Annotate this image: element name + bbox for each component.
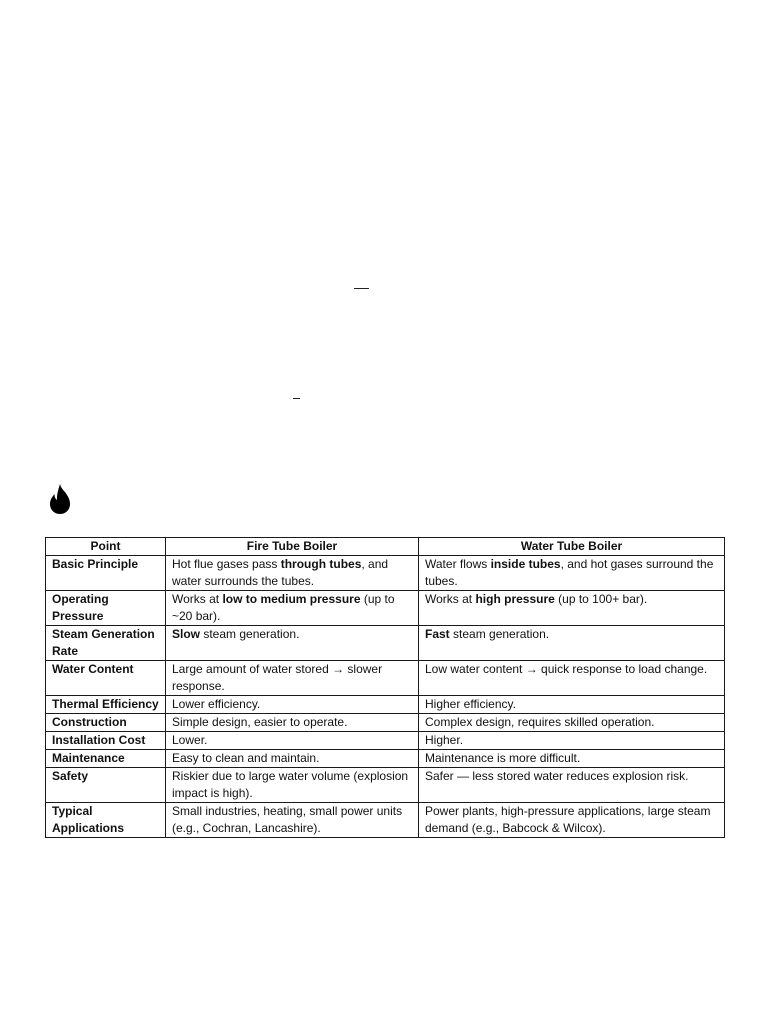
header-water-tube-boiler: Water Tube Boiler [419,538,725,556]
cell-text: Works at [172,592,223,606]
table-row [46,768,725,803]
water-tube-cell [419,750,725,768]
fire-tube-cell [166,696,419,714]
table-row [46,591,725,626]
emphasis-text: high pressure [475,592,555,606]
water-tube-cell [419,556,725,591]
table-header-row [46,538,725,556]
row-point-label: Thermal Efficiency [46,696,166,714]
emphasis-text: through tubes [280,557,362,571]
water-tube-cell [419,626,725,661]
cell-text: , and water surrounds the tubes. [172,557,389,588]
emphasis-text: Slow [172,627,201,641]
cell-text: Higher. [425,733,464,747]
row-point-label: Water Content [46,661,166,696]
cell-text: Power plants, high-pressure applications, large steam demand (e.g., Babcock & Wilcox). [425,804,711,835]
em-dash-mark [354,288,369,289]
water-tube-cell [419,661,725,696]
row-point-label: Installation Cost [46,732,166,750]
row-point-label: Safety [46,768,166,803]
table-row [46,803,725,838]
fire-tube-cell [166,626,419,661]
cell-text: Riskier due to large water volume (explosion impact is high). [172,769,409,800]
cell-text: (up to 100+ bar). [554,592,648,606]
cell-text: (up to ~20 bar). [172,592,395,623]
fire-tube-cell [166,732,419,750]
fire-tube-cell [166,591,419,626]
cell-text: , and hot gases surround the tubes. [425,557,714,588]
table-body [46,556,725,838]
emphasis-text: Fast [425,627,450,641]
cell-text: Safer — less stored water reduces explosion risk. [425,769,689,783]
cell-text: steam generation. [200,627,300,641]
dash-mark [293,398,300,399]
boiler-comparison-table [45,537,725,838]
water-tube-cell [419,714,725,732]
table-row [46,696,725,714]
row-point-label: Maintenance [46,750,166,768]
cell-text: Higher efficiency. [425,697,516,711]
table-row [46,750,725,768]
cell-text: Lower efficiency. [172,697,261,711]
cell-text: Works at [425,592,476,606]
emphasis-text: low to medium pressure [222,592,361,606]
cell-text: Large amount of water stored → slower response. [172,662,383,693]
cell-text: Hot flue gases pass [172,557,281,571]
row-point-label: Construction [46,714,166,732]
table-row [46,661,725,696]
cell-text: steam generation. [449,627,550,641]
water-tube-cell [419,591,725,626]
fire-tube-cell [166,750,419,768]
water-tube-cell [419,803,725,838]
water-tube-cell [419,696,725,714]
cell-text: Complex design, requires skilled operation. [425,715,655,729]
emphasis-text: inside tubes [490,557,561,571]
header-fire-tube-boiler: Fire Tube Boiler [166,538,419,556]
cell-text: Water flows [425,557,491,571]
table-row [46,626,725,661]
table-row [46,556,725,591]
fire-tube-cell [166,661,419,696]
row-point-label: Typical Applications [46,803,166,838]
cell-text: Easy to clean and maintain. [172,751,320,765]
cell-text: Simple design, easier to operate. [172,715,348,729]
table-row [46,732,725,750]
row-point-label: Basic Principle [46,556,166,591]
water-tube-cell [419,768,725,803]
cell-text: Small industries, heating, small power units (e.g., Cochran, Lancashire). [172,804,403,835]
water-tube-cell [419,732,725,750]
fire-icon [48,483,72,515]
cell-text: Maintenance is more difficult. [425,751,581,765]
cell-text: Low water content → quick response to load change. [425,662,708,676]
fire-tube-cell [166,556,419,591]
cell-text: Lower. [172,733,208,747]
row-point-label: Operating Pressure [46,591,166,626]
fire-tube-cell [166,714,419,732]
fire-tube-cell [166,768,419,803]
table-row [46,714,725,732]
header-point: Point [46,538,166,556]
row-point-label: Steam Generation Rate [46,626,166,661]
fire-tube-cell [166,803,419,838]
